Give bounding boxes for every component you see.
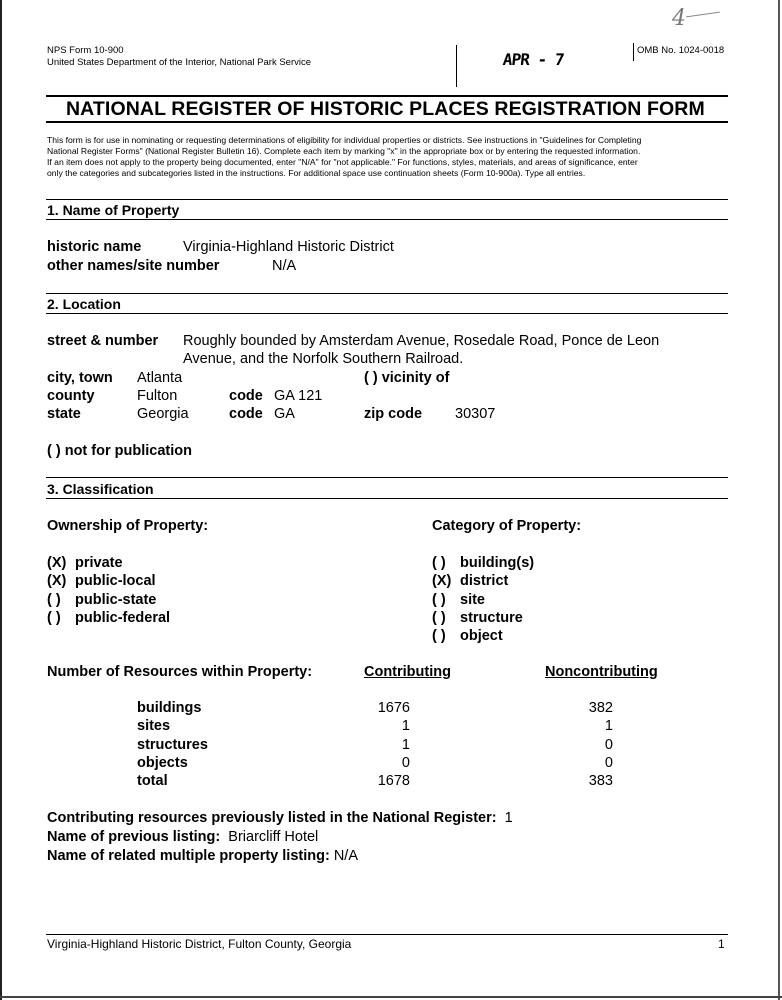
category-district-mark: (X)	[432, 573, 452, 589]
resource-buildings-label: buildings	[137, 700, 202, 716]
street-value-line1: Roughly bounded by Amsterdam Avenue, Rosedale Road, Ponce de Leon	[183, 333, 660, 349]
section3-rule-top	[46, 477, 728, 478]
ownership-heading: Ownership of Property:	[47, 518, 209, 534]
previously-listed-line	[47, 810, 513, 826]
resource-total-noncontributing: 383	[588, 773, 613, 789]
section2-rule-top	[46, 293, 728, 294]
historic-name-value: Virginia-Highland Historic District	[183, 239, 394, 255]
footer-text: Virginia-Highland Historic District, Fulton County, Georgia	[47, 937, 352, 951]
page-number: 1	[718, 937, 725, 951]
corner-scribble	[686, 12, 720, 18]
resource-structures-label: structures	[137, 737, 208, 753]
instructions-line-3: If an item does not apply to the property being documented, enter "N/A" for "not applicable." For functions, styles, materials, and areas of significance, enter	[47, 157, 638, 167]
state-code-label: code	[229, 406, 263, 422]
state-label: state	[47, 406, 81, 422]
ownership-public-federal-label: public-federal	[75, 610, 171, 626]
form-title: NATIONAL REGISTER OF HISTORIC PLACES REGISTRATION FORM	[66, 98, 705, 120]
street-value-line2: Avenue, and the Norfolk Southern Railroad.	[183, 351, 464, 367]
resource-sites-contributing: 1	[401, 718, 410, 734]
title-rule-top	[46, 95, 728, 97]
resource-sites-noncontributing: 1	[604, 718, 613, 734]
form-number: NPS Form 10-900	[47, 45, 124, 56]
county-code-value: GA 121	[274, 388, 323, 404]
county-code-label: code	[229, 388, 263, 404]
category-object-label: object	[460, 628, 503, 644]
other-names-value: N/A	[272, 258, 297, 274]
section1-heading: 1. Name of Property	[47, 202, 180, 218]
zip-value: 30307	[455, 406, 496, 422]
category-district-label: district	[460, 573, 509, 589]
instructions-line-1: This form is for use in nominating or requesting determinations of eligibility for individual properties or districts. See instructions in "Guidelines for Completing	[47, 135, 642, 145]
instructions-line-2: National Register Forms" (National Register Bulletin 16). Complete each item by marking "x" in the appropriate box or by entering the requested information.	[47, 146, 641, 156]
not-for-publication-checkbox: ( ) not for publication	[47, 443, 192, 459]
scan-edge-right	[778, 0, 780, 1000]
scan-edge-left	[0, 0, 2, 1000]
resource-buildings-noncontributing: 382	[588, 700, 613, 716]
street-label: street & number	[47, 333, 159, 349]
vicinity-checkbox: ( ) vicinity of	[364, 370, 450, 386]
category-site-label: site	[460, 592, 485, 608]
related-listing-value: N/A	[333, 848, 358, 864]
resource-total-contributing: 1678	[377, 773, 410, 789]
department: United States Department of the Interior, National Park Service	[47, 57, 312, 68]
noncontributing-column-heading: Noncontributing	[545, 664, 658, 680]
resource-buildings-contributing: 1676	[377, 700, 410, 716]
category-site-mark: ( )	[432, 592, 446, 608]
zip-label: zip code	[364, 406, 423, 422]
resource-total-label: total	[137, 773, 168, 789]
section2-rule-bottom	[46, 313, 728, 314]
county-label: county	[47, 388, 95, 404]
resource-objects-contributing: 0	[401, 755, 410, 771]
city-label: city, town	[47, 370, 113, 386]
resources-heading: Number of Resources within Property:	[47, 664, 313, 680]
contributing-column-heading: Contributing	[364, 664, 451, 680]
title-rule-bottom	[46, 121, 728, 123]
previous-listing-line	[47, 829, 318, 845]
other-names-label: other names/site number	[47, 258, 220, 274]
resource-structures-contributing: 1	[401, 737, 410, 753]
ownership-private-label: private	[75, 555, 123, 571]
category-buildings-label: building(s)	[460, 555, 535, 571]
county-value: Fulton	[137, 388, 178, 404]
resource-objects-noncontributing: 0	[604, 755, 613, 771]
corner-mark: 4	[672, 6, 686, 31]
resource-structures-noncontributing: 0	[604, 737, 613, 753]
ownership-public-local-label: public-local	[75, 573, 156, 589]
category-structure-label: structure	[460, 610, 523, 626]
section1-rule-bottom	[46, 219, 728, 220]
section2-heading: 2. Location	[47, 296, 121, 312]
ownership-public-local-mark: (X)	[47, 573, 67, 589]
previous-listing-value: Briarcliff Hotel	[228, 829, 319, 845]
state-code-value: GA	[274, 406, 295, 422]
category-object-mark: ( )	[432, 628, 446, 644]
header-divider-right	[633, 43, 635, 61]
related-listing-label: Name of related multiple property listing:	[47, 848, 330, 864]
section1-rule-top	[46, 199, 728, 200]
city-value: Atlanta	[137, 370, 183, 386]
previously-listed-label: Contributing resources previously listed in the National Register:	[47, 810, 497, 826]
scan-edge-bottom	[0, 996, 782, 998]
instructions-line-4: only the categories and subcategories listed in the instructions. For additional space use continuation sheets (Form 10-900a). Type all entries.	[47, 168, 586, 178]
previous-listing-label: Name of previous listing:	[47, 829, 221, 845]
section3-heading: 3. Classification	[47, 481, 154, 497]
ownership-public-federal-mark: ( )	[47, 610, 61, 626]
category-heading: Category of Property:	[432, 518, 582, 534]
historic-name-label: historic name	[47, 239, 142, 255]
previously-listed-value: 1	[504, 810, 513, 826]
resource-objects-label: objects	[137, 755, 188, 771]
section3-rule-bottom	[46, 498, 728, 499]
omb-number: OMB No. 1024-0018	[637, 45, 725, 56]
category-buildings-mark: ( )	[432, 555, 446, 571]
related-listing-line	[47, 848, 358, 864]
ownership-public-state-label: public-state	[75, 592, 157, 608]
footer-rule	[46, 934, 728, 935]
ownership-public-state-mark: ( )	[47, 592, 61, 608]
resource-sites-label: sites	[137, 718, 171, 734]
header-divider-left	[456, 45, 458, 87]
state-value: Georgia	[137, 406, 189, 422]
ownership-private-mark: (X)	[47, 555, 67, 571]
category-structure-mark: ( )	[432, 610, 446, 626]
received-stamp: APR - 7	[502, 50, 565, 69]
